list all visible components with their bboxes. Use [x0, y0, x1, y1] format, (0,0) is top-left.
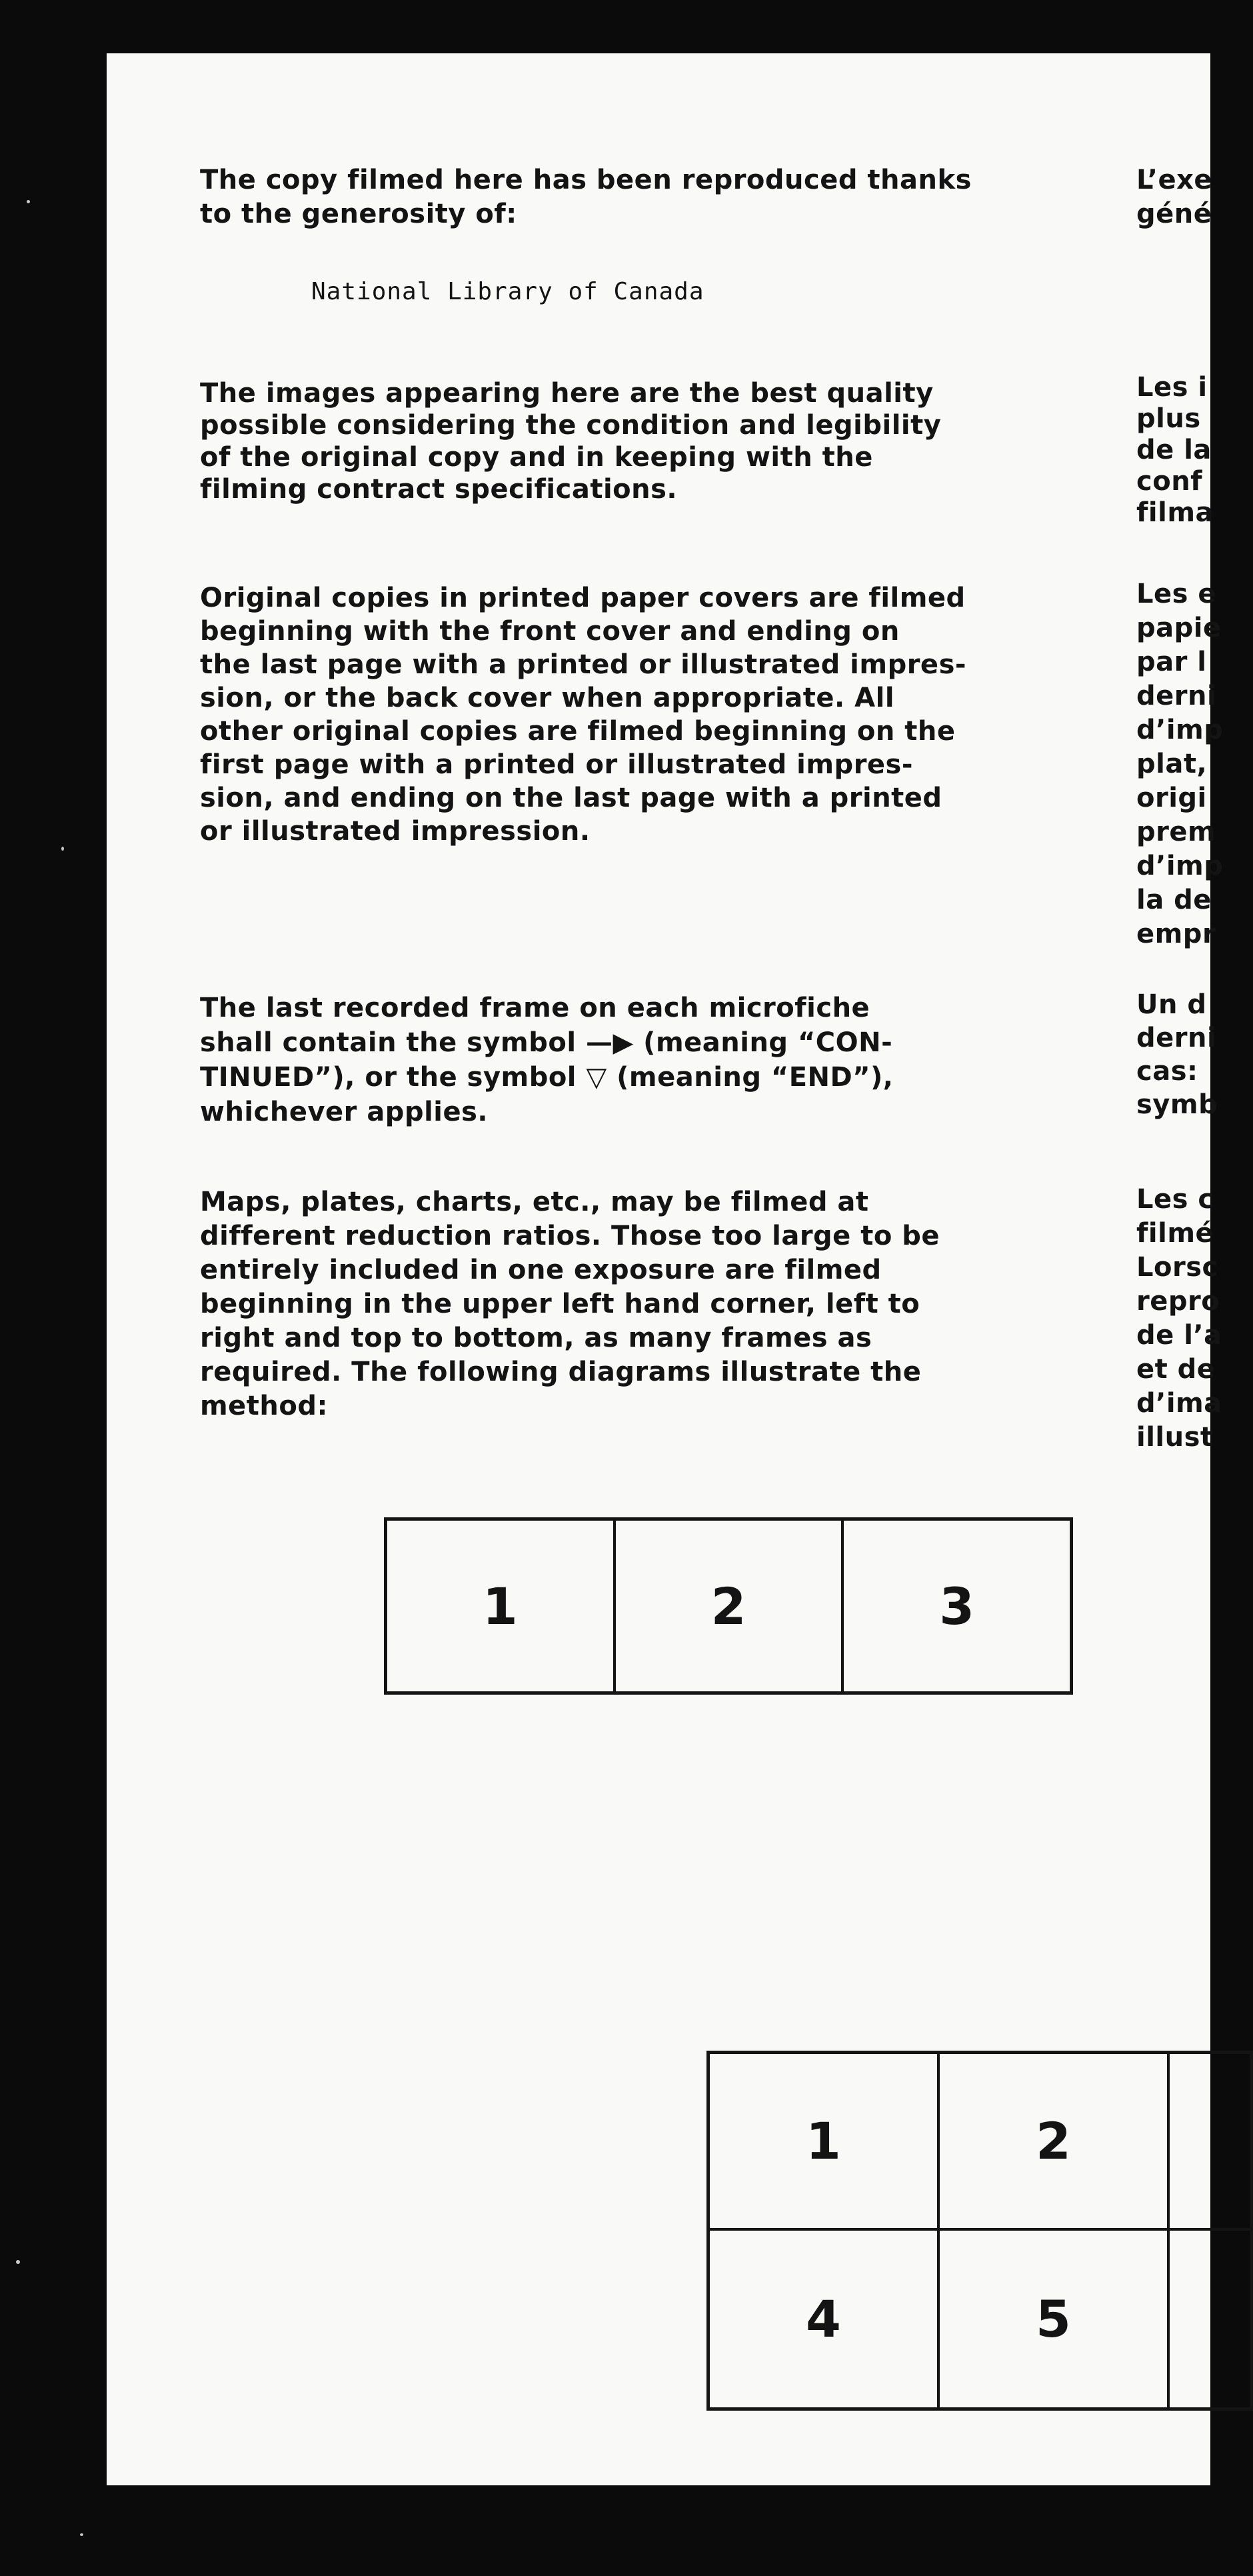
- frame-cell: 1: [710, 2054, 940, 2228]
- covers-statement: Original copies in printed paper covers are filmed beginning with the front cover and ending on the last page with a printed or illustrated impres- sion, or the back cover when appropriate. All other original copies are filmed beginning on the first page with a printed or illustrated impres- sion, and ending on the last page with a printed or illustrated impression.: [200, 583, 966, 847]
- frame-cell: 5: [940, 2231, 1170, 2407]
- scan-speck: [16, 2260, 20, 2264]
- scan-speck: [61, 847, 64, 851]
- frame-cell: 3: [939, 1576, 975, 1636]
- frame-cell: 2: [940, 2054, 1170, 2228]
- microfiche-target-page: [107, 53, 1224, 2485]
- frame-order-diagram-row: [384, 1517, 1073, 1695]
- french-quality-partial: Les i plus de la conf filma: [1136, 372, 1214, 528]
- french-symbols-partial: Un d derni cas: symb: [1136, 989, 1218, 1120]
- grid-row: [710, 2054, 1250, 2231]
- scan-speck: [27, 200, 30, 203]
- frame-cell: 4: [710, 2231, 940, 2407]
- frame-order-diagram-grid: [706, 2051, 1253, 2411]
- french-maps-partial: Les c filmé Lorsc repro de l’a et de d’ima illust: [1136, 1184, 1222, 1453]
- symbols-statement: The last recorded frame on each microfiche shall contain the symbol —▶ (meaning “CON- TINUED”), or the symbol ▽ (meaning “END”), whichever applies.: [200, 993, 894, 1127]
- institution-name: National Library of Canada: [311, 278, 704, 305]
- maps-statement: Maps, plates, charts, etc., may be filmed at different reduction ratios. Those too large to be entirely included in one exposure are filmed beginning in the upper left hand corner, left to right and top to bottom, as many frames as required. The following diagrams illustrate the method:: [200, 1187, 940, 1421]
- frame-cell: 2: [616, 1521, 844, 1691]
- frame-cell: 1: [387, 1521, 616, 1691]
- scan-speck: [80, 2533, 83, 2536]
- grid-row: [710, 2231, 1250, 2407]
- french-acknowledgement-partial: L’exe géné: [1136, 165, 1213, 229]
- frame-cell-partial: [1170, 2054, 1250, 2228]
- french-covers-partial: Les e papie par l derni d’imp plat, origi prem d’imp la de empr: [1136, 579, 1224, 949]
- frame-cell-partial: [1170, 2231, 1250, 2407]
- quality-statement: The images appearing here are the best quality possible considering the condition and legibility of the original copy and in keeping with the filming contract specifications.: [200, 378, 942, 505]
- acknowledgement-text: The copy filmed here has been reproduced thanks to the generosity of:: [200, 165, 972, 229]
